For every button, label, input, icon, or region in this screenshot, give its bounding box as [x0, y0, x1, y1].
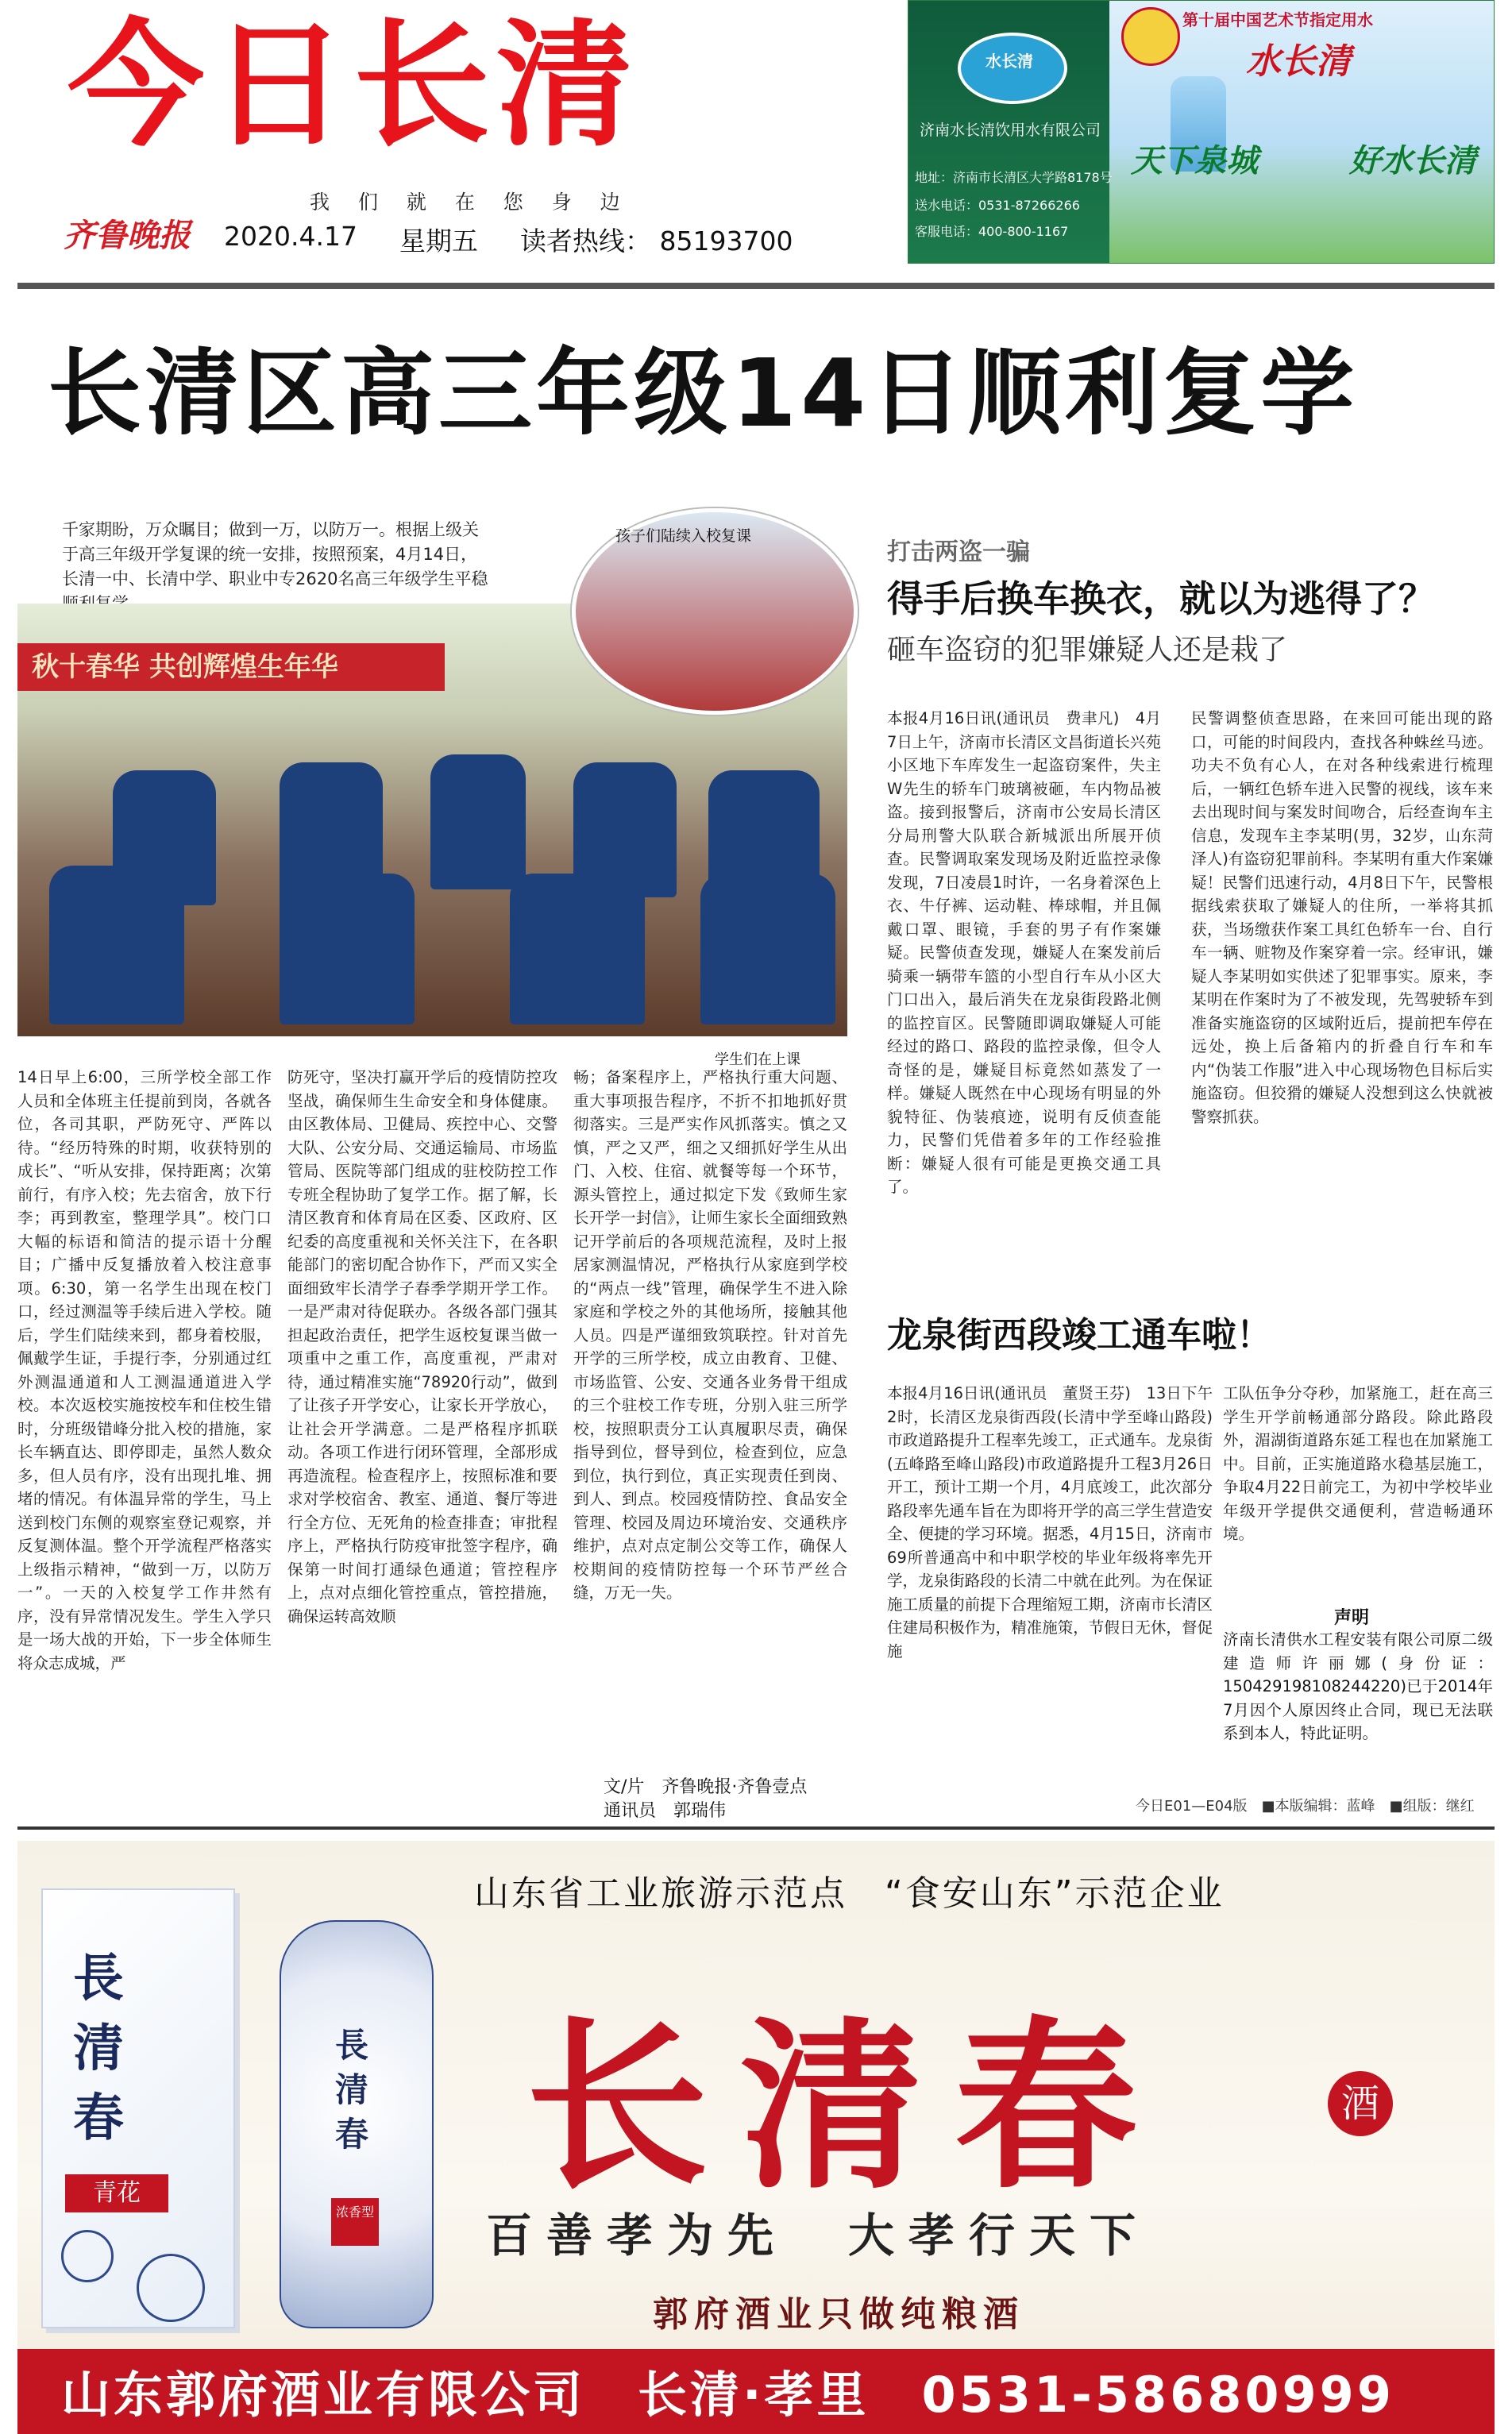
masthead-title: 今日长清	[68, 6, 639, 165]
page-credits: 今日E01—E04版 ■本版编辑：蓝峰 ■组版：继红	[1136, 1798, 1475, 1815]
main-article-byline: 文/片 齐鲁晚报·齐鲁壹点	[604, 1777, 808, 1797]
article2-column-2: 民警调整侦查思路，在来回可能出现的路口，可能的时间段内，查找各种蛛丝马迹。功夫不负有心人，在对各种线索进行梳理后，一辆红色轿车进入民警的视线，该车来去出现时间与案发时间吻合，后经查询车主信息，发现车主李某明(男，32岁，山东菏泽人)有盗窃犯罪前科。李某明有重大作案嫌疑！民警们迅速行动，4月8日下午，民警根据线索获取了嫌疑人的住所，一举将其抓获，当场缴获作案工具红色轿车一台、自行车一辆、赃物及作案穿着一宗。经审讯，嫌疑人李某明如实供述了犯罪事实。原来，李某明在作案时为了不被发现，先驾驶轿车到准备实施盗窃的区域附近后，提前把车停在远处，换上后备箱内的折叠自行车和车内“伪装工作服”进入中心现场物色目标后实施盗窃。但狡猾的嫌疑人没想到这么快就被警察抓获。	[1191, 709, 1493, 1126]
ad-divider	[17, 1826, 1495, 1830]
article3-column-2: 工队伍争分夺秒，加紧施工，赶在高三学生开学前畅通部分路段。除此路段外，湄湖街道路东延工程也在加紧施工中。目前，正实施道路水稳基层施工，争取4月22日前完工，为初中学校毕业年级开学提供交通便利，营造畅通环境。	[1223, 1384, 1493, 1543]
ad-delivery-phone: 送水电话：0531-87266266	[915, 198, 1080, 213]
inset-caption: 孩子们陆续入校复课	[615, 527, 752, 545]
ad-slogan-left: 天下泉城	[1131, 142, 1258, 179]
issue-weekday: 星期五	[399, 226, 478, 257]
photo-wall-banner: 秋十春华 共创辉煌生年华	[17, 643, 445, 691]
student-figure	[430, 754, 526, 889]
liquor-advertisement[interactable]	[17, 1841, 1495, 2434]
gift-box-label: 青花	[65, 2174, 168, 2212]
masthead-divider	[17, 283, 1495, 289]
issue-date: 2020.4.17	[224, 221, 357, 252]
main-article-column-1: 14日早上6:00，三所学校全部工作人员和全体班主任提前到岗，各就各位，各司其职，严防死守、严阵以待。“经历特殊的时期，收获特别的成长”、“听从安排，保持距离；次第前行，有序入校；先去宿舍，放下行李；再到教室，整理学具”。校门口大幅的标语和简洁的提示语十分醒目；广播中反复播放着入校注意事项。6:30，第一名学生出现在校门口，经过测温等手续后进入学校。随后，学生们陆续来到，都身着校服，佩戴学生证，手提行李，分别通过红外测温通道和人工测温通道进入学校。本次返校实施按校车和住校生错时，分班级错峰分批入校的措施，家长车辆直达、即停即走，虽然人数众多，但人员有序，没有出现扎堆、拥堵的情况。有体温异常的学生，马上送到校门东侧的观察室登记观察，并反复测体温。整个开学流程严格落实上级指示精神，“做到一万，以防万一”。一天的入校复学工作井然有序，没有异常情况发生。学生入学只是一场大战的开始，下一步全体师生将众志成城，严	[17, 1068, 272, 1672]
ad-slogan-right: 好水长清	[1349, 142, 1476, 179]
bottle-brand: 長清春	[335, 2026, 369, 2154]
water-advertisement[interactable]	[908, 0, 1495, 264]
ad-liquor-brand: 长清春	[526, 2000, 1170, 2214]
article2-subtitle: 砸车盗窃的犯罪嫌疑人还是栽了	[887, 634, 1288, 666]
main-article-column-2: 防死守，坚决打赢开学后的疫情防控攻坚战，确保师生生命安全和身体健康。由区教体局、卫健局、疾控中心、交警大队、公安分局、交通运输局、市场监管局、医院等部门组成的驻校防控工作专班全程协助了复学工作。据了解，长清区教育和体育局在区委、区政府、区纪委的高度重视和关怀关注下，在各职能部门的密切配合协作下，严而又实全面细致牢长清学子春季学期开学工作。一是严肃对待促联办。各级各部门强其担起政治责任，把学生返校复课当做一项重中之重工作，高度重视，严肃对待，通过精准实施“78920行动”，做到了让孩子开学安心，让家长开学放心，让社会开学满意。二是严格程序抓联动。各项工作进行闭环管理，全部形成再造流程。检查程序上，按照标准和要求对学校宿舍、教室、通道、餐厅等进行全方位、无死角的检查排查；审批程序上，严格执行防疫审批签字程序，确保第一时间打通绿色通道；管控程序上，点对点细化管控重点，管控措施，确保运转高效顺	[287, 1068, 557, 1626]
student-figure	[700, 874, 835, 1024]
ad-logo-text: 水长清	[986, 52, 1033, 71]
main-article-column-3: 畅；备案程序上，严格执行重大问题、重大事项报告程序，不折不扣地抓好贯彻落实。三是严实作风抓落实。慎之又慎，严之又严，细之又细抓好学生从出门、入校、住宿、就餐等每一个环节，源头管控上，通过拟定下发《致师生家长开学一封信》，让师生家长全面细致熟记开学前后的各项规范流程，及时上报居家测温情况，严格执行从家庭到学校的“两点一线”管理，确保学生不进入除家庭和学校之外的其他场所，接触其他人员。四是严谨细致筑联控。针对首先开学的三所学校，成立由教育、卫健、市场监管、公安、交通各业务骨干组成的三个驻校工作专班，分别入驻三所学校，按照职责分工认真履职尽责，确保指导到位，督导到位，检查到位，应急到位，执行到位，真正实现责任到岗、到人、到点。校园疫情防控、食品安全管理、校园及周边环境治安、交通秩序维护，点对点定制公交等工作，确保人校期间的疫情防控每一个环节严丝合缝，万无一失。	[573, 1068, 847, 1602]
ad-festival-text: 第十届中国艺术节指定用水	[1182, 10, 1373, 29]
ad-contact-text: 山东郭府酒业有限公司 长清·孝里 0531-58680999	[61, 2366, 1394, 2424]
flower-pattern-icon	[137, 2254, 205, 2322]
notice-title: 声明	[1334, 1608, 1370, 1628]
ad-service-phone: 客服电话：400-800-1167	[915, 224, 1069, 239]
student-figure	[510, 874, 645, 1024]
article2-kicker: 打击两盗一骗	[887, 538, 1030, 566]
student-figure	[280, 874, 415, 1024]
newspaper-logo: 齐鲁晚报	[64, 217, 191, 254]
liquor-seal-icon: 酒	[1328, 2071, 1393, 2136]
main-article-lead: 千家期盼，万众瞩目；做到一万，以防万一。根据上级关于高三年级开学复课的统一安排，按照预案，4月14日，长清一中、长清中学、职业中专2620名高三年级学生平稳	[62, 520, 488, 588]
gift-box-brand: 長清春	[73, 1949, 124, 2148]
notice-body: 济南长清供水工程安装有限公司原二级建造师许丽娜(身份证：150429198108244220)已于2014年7月因个人原因终止合同，现已无法联系到本人，特此证明。	[1223, 1630, 1493, 1742]
article2-column-1: 本报4月16日讯(通讯员 费聿凡) 4月7日上午，济南市长清区文昌街道长兴苑小区地下车库发生一起盗窃案件，失主W先生的轿车门玻璃被砸，车内物品被盗。接到报警后，济南市公安局长清区分局刑警大队联合新城派出所展开侦查。民警调取案发现场及附近监控录像发现，7日凌晨1时许，一名身着深色上衣、牛仔裤、运动鞋、棒球帽，并且佩戴口罩、眼镜，手套的男子有作案嫌疑。民警侦查发现，嫌疑人在案发前后骑乘一辆带车篮的小型自行车从小区大门口出入，最后消失在龙泉街段路北侧的监控盲区。民警随即调取嫌疑人可能经过的路口、路段的监控录像，但令人奇怪的是，嫌疑目标竟然如蒸发了一样。嫌疑人既然在中心现场有明显的外貌特征、伪装痕迹，说明有反侦查能力，民警们凭借着多年的工作经验推断：嫌疑人很有可能是更换交通工具了。	[887, 709, 1161, 1196]
ad-liquor-slogan: 百善孝为先 大孝行天下	[486, 2208, 1151, 2262]
photo-caption: 学生们在上课	[715, 1051, 800, 1068]
ad-liquor-subslogan: 郭府酒业只做纯粮酒	[653, 2294, 1024, 2335]
flower-pattern-icon	[61, 2230, 114, 2282]
main-headline[interactable]: 长清区高三年级14日顺利复学	[48, 338, 1359, 448]
article2-title[interactable]: 得手后换车换衣，就以为逃得了？	[887, 577, 1435, 620]
ad-address: 地址：济南市长清区大学路8178号	[915, 170, 1113, 185]
main-article-correspondent: 通讯员 郭瑞伟	[604, 1801, 727, 1821]
reader-hotline: 读者热线： 85193700	[520, 226, 793, 257]
masthead-slogan: 我 们 就 在 您 身 边	[310, 191, 631, 214]
article3-column-1: 本报4月16日讯(通讯员 董贤王芬) 13日下午2时，长清区龙泉街西段(长清中学至峰山路段)市政道路提升工程率先竣工，正式通车。龙泉街(五峰路至峰山路段)市政道路提升工程3月26日开工，预计工期一个月，4月底竣工，此次部分路段率先通车旨在为即将开学的高三学生营造安全、便捷的学习环境。据悉，4月15日，济南市69所普通高中和中职学校的毕业年级将率先开学，龙泉街路段的长清二中就在此列。为在保证施工质量的前提下合理缩短工期，济南市长清区住建局积极作为，精准施策，节假日无休，督促施	[887, 1384, 1213, 1661]
student-figure	[49, 866, 184, 1024]
festival-seal-icon	[1121, 7, 1180, 66]
bottle-seal-label: 浓香型	[331, 2198, 379, 2246]
ad-honors: 山东省工业旅游示范点 “食安山东”示范企业	[474, 1873, 1225, 1914]
ad-brand: 水长清	[1246, 41, 1351, 82]
article3-title[interactable]: 龙泉街西段竣工通车啦！	[887, 1315, 1271, 1356]
ad-company-name: 济南水长清饮用水有限公司	[919, 122, 1101, 139]
